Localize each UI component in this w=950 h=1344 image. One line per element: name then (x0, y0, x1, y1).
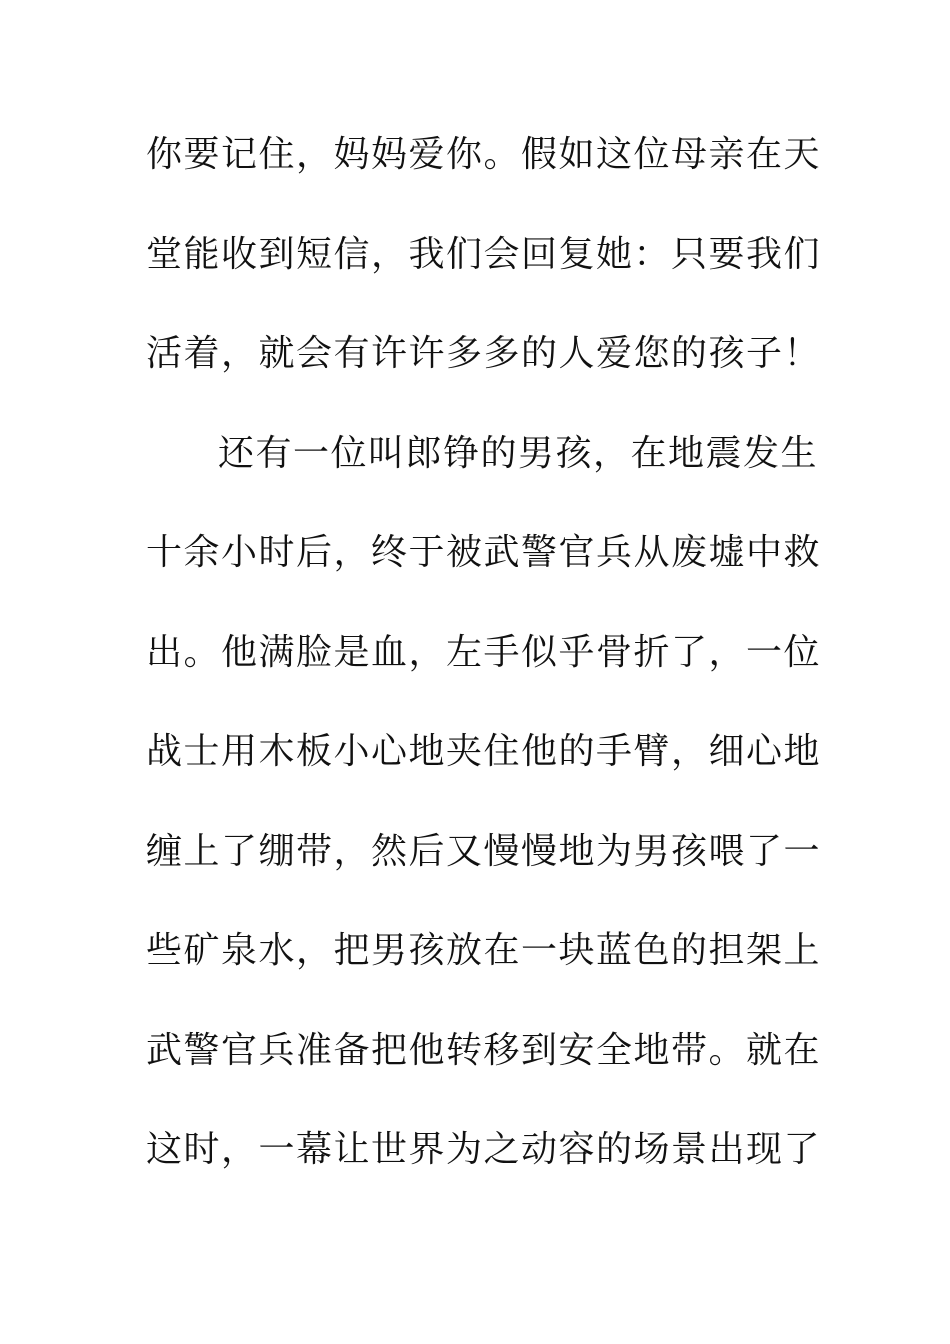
text-line-2: 堂能收到短信，我们会回复她：只要我们 (146, 233, 822, 275)
body-text (146, 122, 826, 1217)
text-line-1: 你要记住，妈妈爱你。假如这位母亲在天 (146, 134, 822, 175)
text-line-5: 十余小时后，终于被武警官兵从废墟中救 (146, 532, 822, 573)
text-line-7: 战士用木板小心地夹住他的手臂，细心地 (146, 731, 822, 772)
text-line-9: 些矿泉水，把男孩放在一块蓝色的担架上 (146, 930, 822, 971)
text-line-11: 这时，一幕让世界为之动容的场景出现了 (146, 1129, 822, 1170)
text-line-10: 武警官兵准备把他转移到安全地带。就在 (146, 1029, 822, 1071)
text-line-3: 活着，就会有许许多多的人爱您的孩子！ (146, 333, 822, 374)
text-line-6: 出。他满脸是血，左手似乎骨折了，一位 (146, 631, 822, 673)
text-line-8: 缠上了绷带，然后又慢慢地为男孩喂了一 (146, 830, 822, 872)
paragraph-start-line: 还有一位叫郎铮的男孩，在地震发生 (218, 432, 819, 474)
